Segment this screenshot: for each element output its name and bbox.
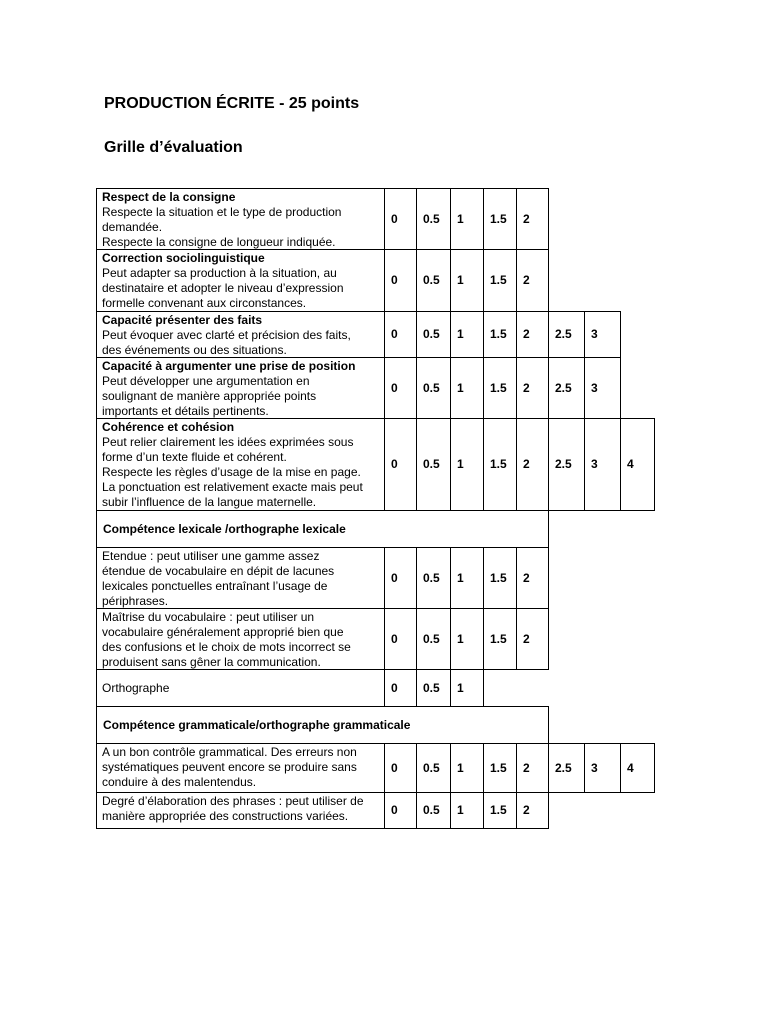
criterion-description: Peut adapter sa production à la situation, au destinataire et adopter le niveau d’expression formelle convenant aux circonstances. — [102, 266, 344, 310]
score-cell: 0.5 — [416, 311, 451, 358]
score-cell: 1 — [450, 608, 484, 670]
score-cell: 1.5 — [483, 249, 517, 312]
score-cell: 0 — [384, 743, 417, 793]
score-cell: 2 — [516, 547, 549, 609]
score-cell: 1 — [450, 743, 484, 793]
score-cell: 2 — [516, 188, 549, 250]
score-cell: 3 — [584, 357, 621, 419]
section-header: Compétence lexicale /orthographe lexicale — [96, 510, 549, 548]
score-cell: 1.5 — [483, 357, 517, 419]
criterion-description: Respecte la situation et le type de production demandée. Respecte la consigne de longueur indiquée. — [102, 205, 342, 249]
score-cell: 0 — [384, 547, 417, 609]
score-cell: 0 — [384, 311, 417, 358]
score-cell: 1.5 — [483, 608, 517, 670]
score-cell: 1.5 — [483, 547, 517, 609]
criterion-title: Correction sociolinguistique — [102, 251, 265, 265]
criterion-cell — [96, 249, 385, 312]
score-cell: 0 — [384, 418, 417, 511]
score-cell: 1 — [450, 418, 484, 511]
criterion-title: Respect de la consigne — [102, 190, 236, 204]
score-cell: 0.5 — [416, 669, 451, 707]
score-cell: 2.5 — [548, 311, 585, 358]
score-cell: 0.5 — [416, 608, 451, 670]
score-cell: 3 — [584, 743, 621, 793]
criterion-cell — [96, 608, 385, 670]
score-cell: 0 — [384, 792, 417, 829]
score-cell: 1.5 — [483, 418, 517, 511]
score-cell: 0 — [384, 608, 417, 670]
criterion-description: Orthographe — [102, 680, 170, 695]
score-cell: 4 — [620, 418, 655, 511]
criterion-description: Degré d’élaboration des phrases : peut utiliser de manière appropriée des constructions variées. — [102, 794, 364, 823]
score-cell: 0 — [384, 249, 417, 312]
score-cell: 2 — [516, 311, 549, 358]
document-title: PRODUCTION ÉCRITE - 25 points — [104, 95, 360, 112]
criterion-cell — [96, 547, 385, 609]
score-cell: 4 — [620, 743, 655, 793]
score-cell: 1 — [450, 357, 484, 419]
score-cell: 2.5 — [548, 418, 585, 511]
criterion-cell — [96, 669, 385, 707]
score-cell: 0.5 — [416, 249, 451, 312]
score-cell: 2.5 — [548, 743, 585, 793]
section-header: Compétence grammaticale/orthographe grammaticale — [96, 706, 549, 744]
criterion-title: Capacité présenter des faits — [102, 313, 263, 327]
score-cell: 2.5 — [548, 357, 585, 419]
score-cell: 1 — [450, 249, 484, 312]
score-cell: 0.5 — [416, 743, 451, 793]
document-subtitle: Grille d’évaluation — [104, 139, 243, 156]
score-cell: 1 — [450, 669, 484, 707]
score-cell: 2 — [516, 743, 549, 793]
score-cell: 0.5 — [416, 188, 451, 250]
score-cell: 0 — [384, 669, 417, 707]
score-cell: 0.5 — [416, 357, 451, 419]
score-cell: 1 — [450, 311, 484, 358]
score-cell: 2 — [516, 608, 549, 670]
criterion-cell — [96, 311, 385, 358]
criterion-cell — [96, 357, 385, 419]
criterion-cell — [96, 743, 385, 793]
criterion-description: Peut évoquer avec clarté et précision des faits, des événements ou des situations. — [102, 328, 351, 357]
score-cell: 2 — [516, 792, 549, 829]
score-cell: 3 — [584, 311, 621, 358]
score-cell: 2 — [516, 249, 549, 312]
score-cell: 2 — [516, 357, 549, 419]
criterion-description: Maîtrise du vocabulaire : peut utiliser un vocabulaire généralement approprié bien que des confusions et le choix de mots incorrect se produisent sans gêner la communication. — [102, 610, 351, 669]
score-cell: 1 — [450, 547, 484, 609]
score-cell: 0.5 — [416, 418, 451, 511]
score-cell: 0.5 — [416, 792, 451, 829]
criterion-title: Cohérence et cohésion — [102, 420, 235, 434]
score-cell: 1.5 — [483, 792, 517, 829]
score-cell: 1.5 — [483, 311, 517, 358]
score-cell: 1 — [450, 792, 484, 829]
criterion-description: Peut relier clairement les idées exprimées sous forme d’un texte fluide et cohérent. Respecte les règles d’usage de la mise en page. La ponctuation est relativement exacte mais peut subir l’influence de la langue maternelle. — [102, 435, 363, 509]
criterion-title: Capacité à argumenter une prise de position — [102, 359, 356, 373]
score-cell: 0 — [384, 188, 417, 250]
criterion-description: A un bon contrôle grammatical. Des erreurs non systématiques peuvent encore se produire sans conduire à des malentendus. — [102, 745, 357, 789]
score-cell: 2 — [516, 418, 549, 511]
score-cell: 3 — [584, 418, 621, 511]
score-cell: 1.5 — [483, 743, 517, 793]
criterion-description: Peut développer une argumentation en soulignant de manière appropriée points importants et détails pertinents. — [102, 374, 317, 418]
criterion-cell — [96, 188, 385, 250]
criterion-description: Etendue : peut utiliser une gamme assez étendue de vocabulaire en dépit de lacunes lexicales ponctuelles entraînant l’usage de périphrases. — [102, 549, 335, 608]
score-cell: 1.5 — [483, 188, 517, 250]
score-cell: 0.5 — [416, 547, 451, 609]
criterion-cell — [96, 418, 385, 511]
criterion-cell — [96, 792, 385, 829]
score-cell: 0 — [384, 357, 417, 419]
score-cell: 1 — [450, 188, 484, 250]
